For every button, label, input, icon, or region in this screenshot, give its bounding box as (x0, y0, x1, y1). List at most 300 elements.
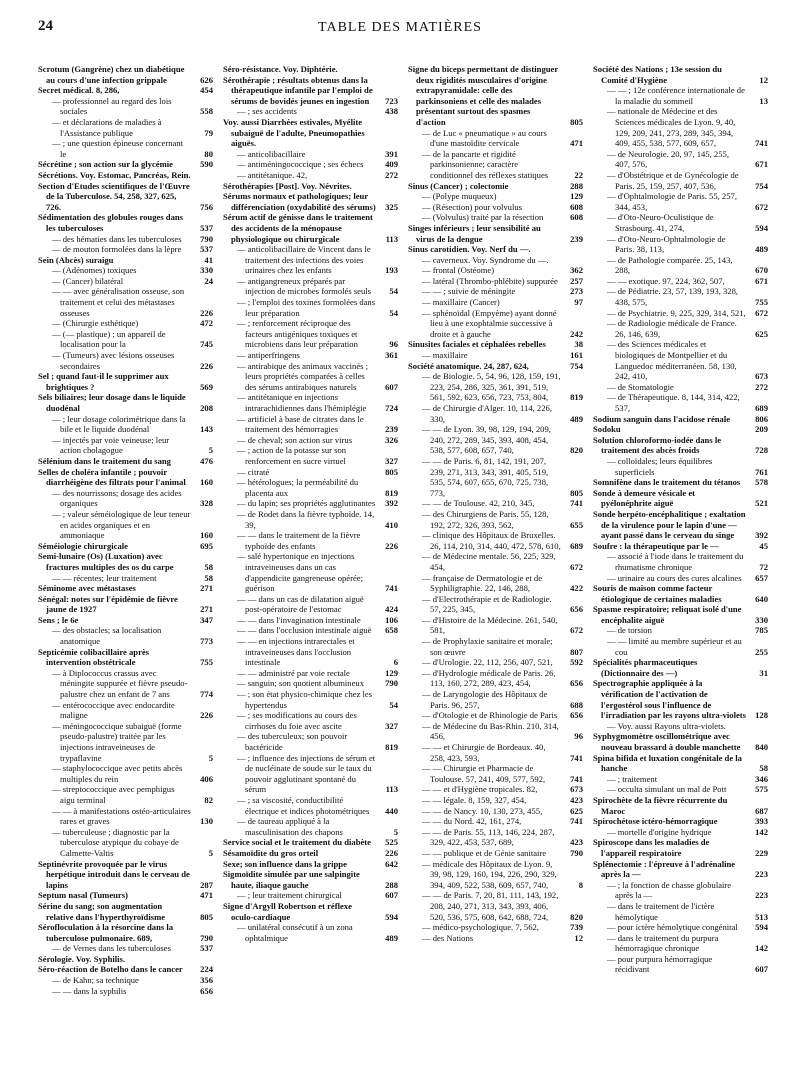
index-entry (223, 350, 398, 361)
index-entry-text: Spectrographie appliquée à la vérification de l'activation de l'ergostérol sous l'influence de l'irradiation par les rayons ultra-violets (593, 678, 746, 721)
index-entry-text: — de Médecine mentale. 56, 225, 329, 454, (422, 551, 556, 572)
index-entry-text: — ; l'emploi des toxines formolées dans leur préparation (237, 297, 376, 318)
index-entry (408, 573, 583, 594)
index-entry (593, 435, 768, 456)
index-entry (38, 901, 213, 922)
index-entry-page: 790 (200, 233, 213, 244)
index-entry (593, 880, 768, 901)
index-entry-text: Spina bifida et luxation congénitale de la hanche (593, 752, 742, 774)
index-entry (38, 392, 213, 413)
index-entry-page: 13 (759, 95, 768, 106)
index-entry-text: — — dans l'invagination intestinale (237, 614, 361, 625)
index-entry-page: 12 (759, 74, 768, 85)
index-entry-text: Sein (Abcès) suraigu (38, 254, 114, 265)
index-entry (593, 954, 768, 975)
index-entry-page: 672 (755, 201, 768, 212)
index-entry-page: 226 (200, 307, 213, 318)
index-entry-text: — des tuberculeux; son pouvoir bactéricide (237, 731, 348, 752)
index-entry-page: 672 (570, 625, 583, 636)
index-entry (593, 488, 768, 509)
index-entry-text: Spiroscope dans les maladies de l'appareil respiratoire (593, 837, 710, 858)
index-entry-page: 440 (385, 805, 398, 816)
index-entry (408, 795, 583, 806)
index-entry-text: Signe d'Argyll Robertson et réflexe oculo-cardiaque (223, 900, 352, 922)
index-entry-text: Sérine du sang; son augmentation relative dans l'hyperthyroïdisme (38, 900, 166, 922)
index-entry-page: 226 (385, 540, 398, 551)
index-entry-page: 608 (570, 212, 583, 223)
index-entry (408, 149, 583, 181)
index-entry (38, 890, 213, 901)
index-entry-page: 840 (755, 742, 768, 752)
index-entry-text: Sérums normaux et pathologiques; leur différenciation (oxydabilité des sérums) (223, 191, 376, 212)
index-column-3 (408, 64, 583, 1074)
index-entry (38, 509, 213, 541)
index-entry-text: — ; sa viscosité, conductibilité électrique et indices photométriques (237, 794, 370, 816)
index-entry (223, 859, 398, 870)
index-entry-page: 128 (755, 710, 768, 721)
index-entry-text: Syphygmomètre oscillométrique avec nouveau brassard à double manchette (593, 731, 741, 752)
index-entry (223, 731, 398, 752)
index-entry (408, 742, 583, 763)
index-entry-text: Sonde à demeure vésicale et pyélonéphrite aiguë (593, 487, 695, 509)
index-entry (593, 922, 768, 933)
index-entry (223, 710, 398, 731)
index-entry-page: 423 (570, 794, 583, 805)
index-entry-page: 807 (570, 646, 583, 657)
index-entry-text: Spasme respiratoire; reliquat isolé d'une encéphalite aiguë (593, 604, 742, 625)
index-entry-page: 326 (385, 434, 398, 445)
index-entry-text: Septinévrite provoquée par le virus herpétique introduit dans le cerveau de lapins (38, 858, 190, 890)
index-entry-text: Sens ; le 6e (38, 614, 79, 625)
index-entry (408, 530, 583, 551)
index-entry-text: Sécrétine ; son action sur la glycémie (38, 159, 173, 170)
index-entry-text: — antirabique des animaux vaccinés ; leurs propriétés comparées à celles des sérums antirabiques naturels (237, 360, 369, 392)
index-entry-text: — latéral (Thrombo-phlébite) suppurée (422, 275, 558, 286)
page-title: TABLE DES MATIÈRES (318, 20, 482, 35)
index-entry (593, 784, 768, 795)
index-entry-text: — ; leur traitement chirurgical (237, 890, 342, 901)
index-entry (408, 551, 583, 572)
index-entry (408, 636, 583, 657)
index-entry-text: — de Rodet dans la fièvre typhoïde. 14, 39, (237, 508, 375, 530)
index-entry (223, 625, 398, 636)
index-entry-text: — ; traitement (607, 773, 658, 784)
index-entry-page: 537 (200, 943, 213, 954)
index-entry (38, 212, 213, 233)
index-entry (38, 85, 213, 96)
index-entry-text: — — limité au membre supérieur et au cou (607, 636, 742, 657)
index-entry-page: 58 (204, 572, 213, 583)
index-entry-page: 257 (570, 275, 583, 286)
index-entry (223, 435, 398, 446)
index-entry (223, 149, 398, 160)
index-entry (408, 615, 583, 636)
index-entry-page: 97 (574, 297, 583, 308)
index-entry-page: 755 (200, 657, 213, 668)
index-entry (38, 234, 213, 245)
index-entry-text: — (Adénomes) toxiques (52, 265, 137, 276)
index-entry-text: Sécrétions. Voy. Estomac, Pancréas, Rein. (38, 169, 191, 180)
index-entry (223, 467, 398, 478)
index-entry-text: — — légale. 8, 159, 327, 454, (422, 794, 527, 805)
index-entry-page: 226 (200, 710, 213, 721)
index-entry-text: Spirochète de la fièvre récurrente du Maroc (593, 794, 728, 816)
index-entry (408, 276, 583, 287)
index-entry-text: — d'Oto-Neuro-Oculistique de Strasbourg. 41, 274, (607, 212, 714, 233)
index-entry-page: 271 (200, 583, 213, 594)
index-entry (223, 181, 398, 192)
index-entry-text: Sodoku (593, 424, 621, 435)
index-entry-text: — à Diplococcus crassus avec méningite suppurée et fièvre pseudo-palustre chez un enfant de 7 ans (52, 667, 188, 700)
index-entry-page: 656 (200, 985, 213, 996)
index-entry-page: 790 (385, 678, 398, 689)
index-entry-text: — de Biologie. 5, 54, 96, 128, 159, 191, 223, 254, 286, 325, 361, 391, 519, 561, 592, 623, 656, 723, 753, 804, (422, 371, 561, 403)
index-entry (38, 371, 213, 392)
index-entry (593, 414, 768, 425)
index-entry-page: 671 (755, 275, 768, 286)
index-entry (223, 689, 398, 710)
index-entry-page: 656 (570, 604, 583, 615)
index-entry (38, 276, 213, 287)
index-entry-text: — (Volvulus) traité par la résection (422, 212, 544, 223)
index-entry (408, 848, 583, 859)
index-entry-text: — sanguin; son quotient albumineux (237, 678, 364, 689)
index-entry-text: — — récentes; leur traitement (52, 572, 157, 583)
index-entry-text: — de taureau appliqué à la masculinisation des chapons (237, 816, 343, 837)
index-entry-page: 229 (755, 847, 768, 858)
index-entry-text: Service social et le traitement du diabète (223, 837, 371, 848)
index-entry (223, 848, 398, 859)
index-entry-text: — staphylococcique avec petits abcès multiples du rein (52, 763, 183, 784)
index-entry-text: Sinusites faciales et céphalées rebelles (408, 339, 546, 350)
index-entry (593, 212, 768, 233)
index-entry-text: — de Luc « pneumatique » au cours d'une mastoïdite cervicale (422, 127, 547, 149)
index-entry-page: 607 (755, 964, 768, 975)
index-entry (593, 382, 768, 393)
index-entry-page: 142 (755, 943, 768, 954)
index-entry (38, 647, 213, 668)
index-entry-text: — des Sciences médicales et biologiques de Montpellier et du Languedoc méditerranéen. 58, 130, 242, 410, (607, 339, 737, 382)
index-entry-page: 739 (570, 922, 583, 933)
index-entry-page: 80 (204, 148, 213, 159)
index-entry-text: Société des Nations ; 13e session du Comité d'Hygiène (593, 64, 722, 85)
index-entry-text: — — de Paris. 55, 113, 146, 224, 287, 329, 422, 453, 537, 689, (422, 826, 555, 848)
index-entry-text: — ; leur dosage colorimétrique dans la bile et le liquide duodénal (52, 413, 186, 435)
page-header (0, 0, 800, 60)
index-entry-text: — des nourrissons; dosage des acides organiques (52, 487, 182, 509)
index-entry-page: 31 (759, 667, 768, 678)
index-entry-page: 689 (755, 403, 768, 413)
index-entry-text: — de Médecine du Bas-Rhin. 210, 314, 456, (422, 720, 559, 742)
index-entry (38, 625, 213, 646)
index-entry-page: 745 (200, 339, 213, 350)
index-entry (38, 721, 213, 763)
index-entry (223, 117, 398, 149)
index-entry-page: 129 (570, 191, 583, 202)
index-entry-page: 255 (755, 646, 768, 657)
index-entry-text: Sinus carotidien. Voy. Nerf du —. (408, 244, 531, 255)
index-entry-text: — de Vernes dans les tuberculoses (52, 943, 171, 954)
index-entry (593, 64, 768, 85)
index-entry (408, 922, 583, 933)
index-entry (593, 170, 768, 191)
index-entry-text: Sel ; quand faut-il le supprimer aux brightiques ? (38, 371, 169, 392)
index-entry-page: 594 (385, 911, 398, 922)
index-entry-page: 45 (759, 540, 768, 551)
index-entry-page: 226 (385, 847, 398, 858)
index-entry (593, 286, 768, 307)
index-entry-page: 625 (755, 328, 768, 339)
index-entry-page: 272 (755, 381, 768, 392)
index-entry-text: — injectés par voie veineuse; leur action cholagogue (52, 434, 170, 456)
index-entry-text: — (— plastique) ; un appareil de localisation pour la (52, 328, 166, 350)
index-entry (223, 244, 398, 276)
index-entry (38, 329, 213, 350)
index-entry-text: — de Chirurgie d'Alger. 10, 114, 226, 330, (422, 403, 552, 424)
index-entry (593, 604, 768, 625)
index-entry-text: — ; action de la potasse sur son renforcement en sucre virtuel (237, 445, 347, 466)
index-entry-page: 472 (200, 318, 213, 329)
index-entry (38, 414, 213, 435)
index-entry-text: Souris de maison comme facteur étiologique de certaines maladies (593, 583, 722, 604)
index-entry-text: — — dans le traitement de la fièvre typhoïde des enfants (237, 530, 361, 551)
index-entry-page: 607 (385, 381, 398, 392)
index-entry (223, 901, 398, 922)
index-entry (593, 424, 768, 435)
index-entry (38, 986, 213, 997)
index-entry (223, 594, 398, 615)
index-entry-text: — médico-psychologique. 7, 562, (422, 922, 539, 933)
index-entry-page: 224 (200, 964, 213, 975)
index-entry-text: — de Prophylaxie sanitaire et morale; son œuvre (422, 636, 553, 657)
index-entry (38, 255, 213, 266)
index-entry (408, 933, 583, 944)
index-entry-page: 471 (200, 890, 213, 901)
index-entry-page: 5 (208, 445, 213, 456)
index-entry-text: — des hématies dans les tuberculoses (52, 233, 182, 244)
index-entry (593, 625, 768, 636)
index-entry-text: Sérothérapie ; résultats obtenus dans la thérapeutique infantile par l'emploi de sérums de bovidés jeunes en ingestion (223, 74, 373, 106)
index-entry-page: 728 (755, 445, 768, 456)
index-entry-page: 741 (570, 816, 583, 827)
index-entry (593, 234, 768, 255)
index-entry-page: 106 (385, 614, 398, 625)
index-entry-page: 24 (204, 275, 213, 286)
index-entry-page: 819 (385, 742, 398, 752)
index-entry (38, 943, 213, 954)
index-entry-text: — — administré par voie rectale (237, 667, 350, 678)
index-entry-text: — des Nations (422, 932, 474, 943)
index-entry-text: — Voy. aussi Rayons ultra-violets. (607, 720, 726, 731)
index-entry-text: — — de Lyon. 39, 98, 129, 194, 209, 240, 272, 289, 345, 393, 408, 454, 538, 577, 608, 657, 740, (422, 424, 551, 456)
index-entry-text: Séro-résistance. Voy. Diphtérie. (223, 64, 338, 74)
index-entry-text: Séro-réaction de Botelho dans le cancer (38, 964, 183, 975)
index-entry-text: Séméiologie chirurgicale (38, 540, 128, 551)
index-entry-page: 805 (570, 487, 583, 498)
index-entry-page: 22 (574, 169, 583, 180)
index-entry (223, 318, 398, 350)
index-entry-page: 521 (755, 498, 768, 509)
index-entry-page: 607 (385, 890, 398, 901)
index-entry-page: 41 (204, 254, 213, 265)
index-entry-page: 96 (389, 339, 398, 350)
index-entry-text: — et déclarations de maladies à l'Assistance publique (52, 116, 162, 138)
index-entry (593, 509, 768, 541)
index-entry-text: — professionnel au regard des lois sociales (52, 95, 172, 117)
index-entry (408, 361, 583, 372)
index-entry-text: — d'Otologie et de Rhinologie de Paris (422, 710, 558, 721)
index-entry-text: — d'Urologie. 22, 112, 256, 407, 521, (422, 657, 553, 668)
index-entry (408, 403, 583, 424)
index-entry (593, 339, 768, 381)
index-entry (38, 594, 213, 615)
index-entry (408, 371, 583, 403)
index-entry-page: 820 (570, 911, 583, 922)
index-entry-text: — artificiel à base de citrates dans le traitement des hémorragies (237, 413, 364, 435)
index-entry (38, 64, 213, 85)
index-entry-page: 489 (755, 244, 768, 255)
index-entry-page: 160 (200, 477, 213, 488)
index-entry (223, 678, 398, 689)
index-entry-text: Sinus (Cancer) ; colectomie (408, 180, 509, 191)
index-entry (593, 859, 768, 880)
index-entry-text: Septum nasal (Tumeurs) (38, 890, 128, 901)
index-entry-page: 362 (570, 265, 583, 276)
index-entry-page: 724 (385, 403, 398, 413)
index-entry (38, 964, 213, 975)
index-entry-text: — d'Hydrologie médicale de Paris. 26, 113, 160, 272, 289, 423, 454, (422, 667, 556, 689)
index-entry (408, 308, 583, 340)
index-entry (38, 138, 213, 159)
index-entry-page: 327 (385, 720, 398, 731)
index-entry-text: — (Tumeurs) avec lésions osseuses secondaires (52, 350, 175, 371)
index-entry-text: Spirochétose ictéro-hémorragique (593, 816, 718, 827)
index-entry (593, 721, 768, 732)
index-entry-page: 272 (385, 169, 398, 180)
index-entry (593, 308, 768, 319)
index-entry-text: — de Laryngologie des Hôpitaux de Paris. 96, 257, (422, 689, 548, 710)
index-entry-text: — de Pédiatrie. 23, 57, 139, 193, 328, 438, 575, (607, 286, 739, 308)
index-entry-text: Selles de choléra infantile ; pouvoir diarrhéigène des filtrats pour l'animal (38, 466, 186, 488)
index-entry (593, 456, 768, 477)
index-entry (408, 244, 583, 255)
index-entry-page: 392 (755, 530, 768, 541)
index-entry-text: Somnifène dans le traitement du tétanos (593, 477, 741, 488)
index-entry-page: 741 (755, 138, 768, 149)
index-entry-text: Scrotum (Gangrène) chez un diabétique au cours d'une infection grippale (38, 64, 185, 85)
index-entry (38, 700, 213, 721)
index-entry (408, 806, 583, 817)
index-entry-text: — salé hypertonique en injections intraveineuses dans un cas d'appendicite gangreneuse opérée; guérison (237, 551, 363, 594)
index-entry-text: Sérologie. Voy. Syphilis. (38, 953, 125, 964)
index-entry-page: 113 (385, 233, 398, 244)
index-entry-text: Solution chloroformo-iodée dans le traitement des abcès froids (593, 434, 722, 456)
index-column-2 (223, 64, 398, 1074)
index-entry (408, 424, 583, 456)
index-entry (593, 795, 768, 816)
index-entry-text: — entérococcique avec endocardite maligne (52, 699, 175, 721)
index-entry-page: 656 (570, 678, 583, 689)
index-entry (223, 869, 398, 890)
index-entry-page: 670 (755, 265, 768, 276)
index-entry (223, 297, 398, 318)
index-entry-text: Signe du biceps permettant de distinguer deux rigidités musculaires d'origine extrapyramidale: celle des parkinsoniens et celle des malades présentant surtout des spasmes d'action (408, 64, 559, 127)
index-entry-page: 347 (200, 614, 213, 625)
index-entry-page: 424 (385, 604, 398, 615)
index-entry-text: — citraté (237, 466, 270, 477)
index-entry-page: 513 (755, 911, 768, 922)
index-entry-text: — (Cancer) bilatéral (52, 275, 124, 286)
index-entry-page: 688 (570, 699, 583, 710)
index-entry-page: 819 (570, 392, 583, 403)
index-entry-page: 5 (208, 847, 213, 858)
index-entry-text: — antitétanique en injections intrarachidiennes dans l'hémiplégie (237, 392, 367, 413)
index-entry-text: Sélénium dans le traitement du sang (38, 455, 171, 466)
index-entry-page: 761 (755, 466, 768, 477)
index-entry (408, 763, 583, 784)
index-entry-text: — urinaire au cours des cures alcalines (607, 572, 742, 583)
index-entry-text: — — de Nancy. 10, 130, 273, 455, (422, 805, 543, 816)
index-entry-text: — ; la fonction de chasse globulaire après la — (607, 879, 732, 901)
index-entry-text: — — avec généralisation osseuse, son traitement et celui des métastases osseuses (52, 286, 185, 318)
index-entry (593, 827, 768, 838)
index-entry (593, 318, 768, 339)
index-entry (593, 573, 768, 584)
index-entry-page: 38 (574, 339, 583, 350)
index-entry-page: 476 (200, 455, 213, 466)
index-entry (408, 191, 583, 202)
index-entry-text: — (Polype muqueux) (422, 191, 497, 202)
index-entry (593, 255, 768, 276)
index-entry-text: Splénectomie : l'épreuve à l'adrénaline après la — (593, 858, 736, 880)
index-entry-text: Voy. aussi Diarrhées estivales, Myélite subaiguë de l'adulte, Pneumopathies aiguës. (223, 116, 365, 149)
index-columns (38, 64, 768, 1074)
index-entry-page: 361 (385, 350, 398, 361)
index-entry-page: 391 (385, 148, 398, 159)
index-entry-text: — — de Paris. 7, 20, 81, 111, 143, 192, 208, 240, 271, 313, 343, 393, 406, 520, 536, 575, 608, 642, 688, 724, (422, 890, 559, 922)
index-entry-page: 242 (570, 328, 583, 339)
index-entry-text: — d'Oto-Neuro-Ophtalmologie de Paris. 38, 113, (607, 233, 726, 255)
index-entry (223, 445, 398, 466)
index-entry-page: 723 (385, 95, 398, 106)
index-entry-page: 785 (755, 625, 768, 636)
index-entry-page: 673 (755, 371, 768, 382)
index-entry (38, 96, 213, 117)
index-entry-text: — de mouton formolées dans la lèpre (52, 244, 182, 255)
index-entry-text: — du lapin; ses propriétés agglutinantes (237, 498, 376, 509)
index-entry-page: 223 (755, 869, 768, 880)
index-entry-page: 592 (570, 657, 583, 668)
index-entry-page: 5 (208, 752, 213, 763)
index-entry (223, 837, 398, 848)
index-entry-text: Sésamoïdite du gros orteil (223, 847, 319, 858)
index-entry-text: — pour purpura hémorragique récidivant (607, 953, 713, 975)
index-entry-page: 805 (385, 466, 398, 477)
index-entry-page: 672 (755, 307, 768, 318)
index-entry (408, 64, 583, 128)
page-number: 24 (38, 18, 53, 34)
index-entry-text: Société anatomique. 24, 287, 624, (408, 360, 529, 371)
index-entry-text: — de torsion (607, 625, 652, 636)
index-entry-page: 790 (200, 932, 213, 943)
index-entry-page: 575 (755, 784, 768, 795)
index-entry (593, 678, 768, 720)
index-entry-text: — ; une question épineuse concernant le (52, 138, 184, 159)
index-entry-page: 130 (200, 816, 213, 827)
index-entry-page: 161 (570, 350, 583, 361)
index-entry-page: 346 (755, 773, 768, 784)
index-entry-text: Spécialités pharmaceutiques (Dictionnaire des —) (593, 657, 698, 678)
